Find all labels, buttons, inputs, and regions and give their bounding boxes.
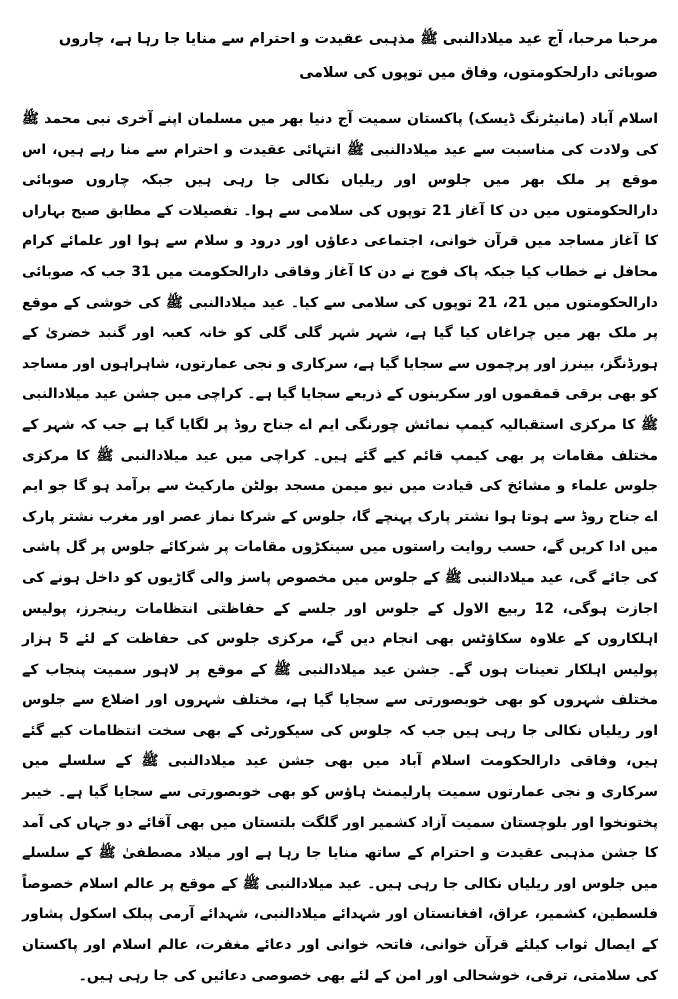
article-body: اسلام آباد (مانیٹرنگ ڈیسک) پاکستان سمیت آج دنیا بھر میں مسلمان اپنے آخری نبی محمد ﷺ کی ولادت کی مناسبت سے عید میلادالنبی ﷺ انتہائی عقیدت و احترام سے منا رہے ہیں، اس موقع پر ملک بھر میں جلوس اور ریلیاں نکالی جا رہی ہیں جبکہ چاروں صوبائی دارالحکومتوں میں دن کا آغاز 21 توپوں کی سلامی سے ہوا۔ تفصیلات کے مطابق صبح بہاراں کا آغاز مساجد میں قرآن خوانی، اجتماعی دعاؤں اور درود و سلام سے ہوا اور علمائے کرام محافل نے خطاب کیا جبکہ پاک فوج نے دن کا آغاز وفاقی دارالحکومت میں 31 جب کہ صوبائی دارالحکومتوں میں 21، 21 توپوں کی سلامی سے کیا۔ عید میلادالنبی ﷺ کی خوشی کے موقع پر ملک بھر میں چراغاں کیا گیا ہے، شہر شہر گلی گلی کو خانہ کعبہ اور گنبد خضریٰ کے ہورڈنگز، بینرز اور پرچموں سے سجایا گیا ہے، سرکاری و نجی عمارتوں، شاہراہوں اور مساجد کو بھی برقی قمقموں اور سکرینوں کے ذریعے سجایا گیا ہے۔ کراچی میں جشن عید میلادالنبی ﷺ کا مرکزی استقبالیہ کیمپ نمائش چورنگی ایم اے جناح روڈ پر لگایا گیا ہے جب کہ شہر کے مختلف مقامات پر بھی کیمپ قائم کیے گئے ہیں۔ کراچی میں عید میلادالنبی ﷺ کا مرکزی جلوس علماء و مشائخ کی قیادت میں نیو میمن مسجد بولٹن مارکیٹ سے برآمد ہو گا جو ایم اے جناح روڈ سے ہوتا ہوا نشتر پارک پہنچے گا، جلوس کے شرکا نماز عصر اور مغرب نشتر پارک میں ادا کریں گے، حسب روایت راستوں میں سینکڑوں مقامات پر شرکائے جلوس پر گل پاشی کی جائے گی، عید میلادالنبی ﷺ کے جلوس میں مخصوص پاسز والی گاڑیوں کو داخل ہونے کی اجازت ہوگی، 12 ربیع الاول کے جلوس اور جلسے کے حفاظتی انتظامات رینجرز، پولیس اہلکاروں کے علاوہ سکاؤٹس بھی انجام دیں گے، مرکزی جلوس کی حفاظت کے لئے 5 ہزار پولیس اہلکار تعینات ہوں گے۔ جشن عید میلادالنبی ﷺ کے موقع پر لاہور سمیت پنجاب کے مختلف شہروں کو بھی خوبصورتی سے سجایا گیا ہے، مختلف شہروں اور اضلاع سے جلوس اور ریلیاں نکالی جا رہی ہیں جب کہ جلوس کی سیکورٹی کے بھی سخت انتظامات کیے گئے ہیں، وفاقی دارالحکومت اسلام آباد میں بھی جشن عید میلادالنبی ﷺ کے سلسلے میں سرکاری و نجی عمارتوں سمیت پارلیمنٹ ہاؤس کو بھی خوبصورتی سے سجایا گیا ہے۔ خیبر پختونخوا اور بلوچستان سمیت آزاد کشمیر اور گلگت بلتستان میں بھی آقائے دو جہاں کی آمد کا جشن مذہبی عقیدت و احترام کے ساتھ منایا جا رہا ہے اور میلاد مصطفیٰ ﷺ کے سلسلے میں جلوس اور ریلیاں نکالی جا رہی ہیں۔ عید میلادالنبی ﷺ کے موقع پر عالم اسلام خصوصاً فلسطین، کشمیر، عراق، افغانستان اور شہدائے میلادالنبی، شہدائے آرمی پبلک اسکول پشاور کے ایصال ثواب کیلئے قرآن خوانی، فاتحہ خوانی اور دعائے مغفرت، عالم اسلام اور پاکستان کی سلامتی، ترقی، خوشحالی اور امن کے لئے بھی خصوصی دعائیں کی جا رہی ہیں۔ — [22, 111, 658, 984]
article-headline: مرحبا مرحبا، آج عید میلادالنبی ﷺ مذہبی عقیدت و احترام سے منایا جا رہا ہے، چاروں صوبائی دارلحکومتوں، وفاق میں توپوں کی سلامی — [58, 31, 658, 81]
